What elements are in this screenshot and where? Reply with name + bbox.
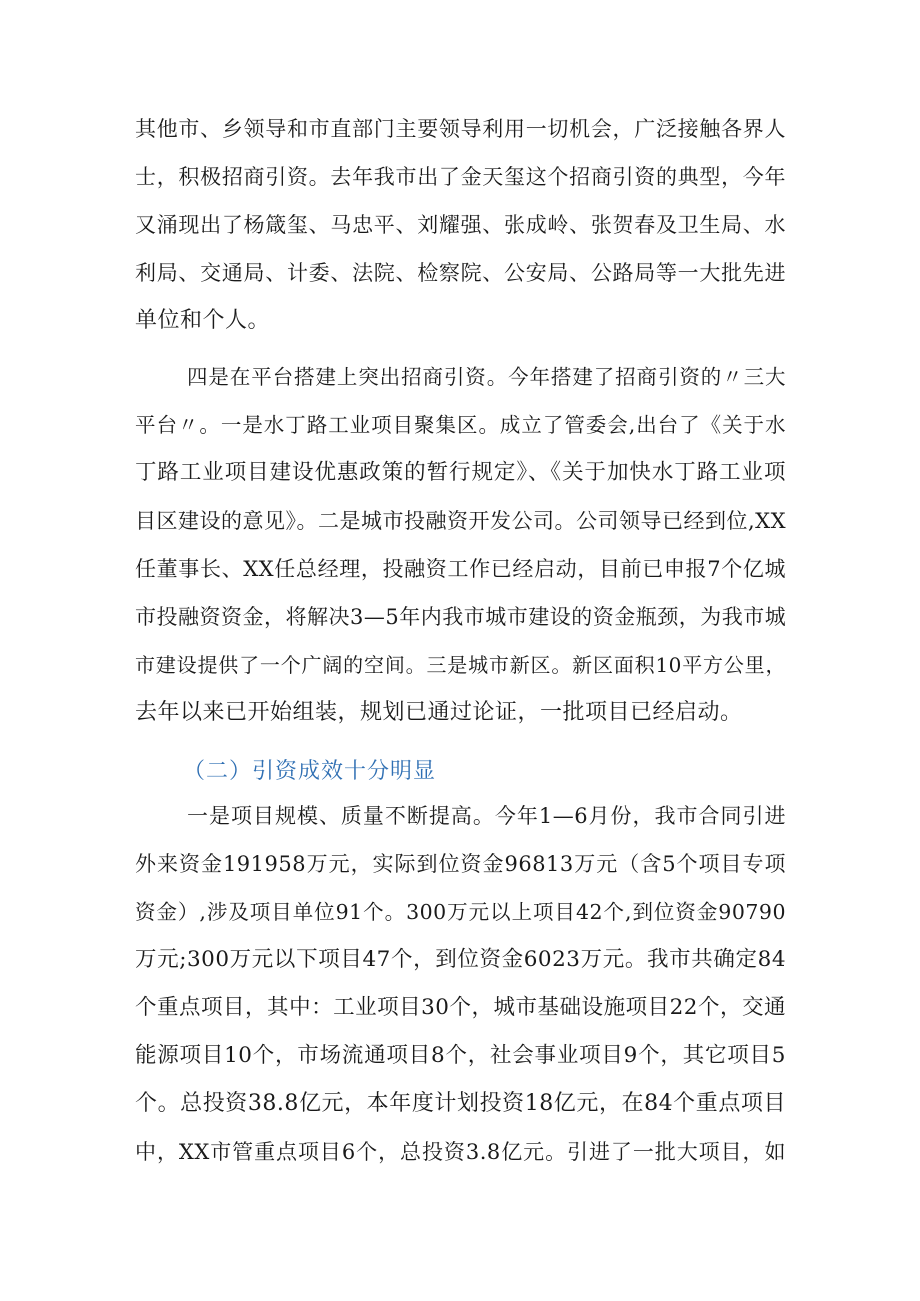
text-line: 外来资金191958万元，实际到位资金96813万元（含5个项目专项 — [135, 852, 786, 876]
text-line: 中，XX市管重点项目6个，总投资3.8亿元。引进了一批大项目，如 — [135, 1140, 786, 1164]
paragraph-2 — [135, 353, 786, 737]
text-line: 任董事长、XX任总经理，投融资工作已经启动，目前已申报7个亿城 — [135, 557, 786, 581]
text-line: 其他市、乡领导和市直部门主要领导利用一切机会，广泛接触各界人 — [135, 117, 786, 141]
text-line: 去年以来已开始组装，规划已通过论证，一批项目已经启动。 — [135, 700, 743, 725]
section-heading: （二）引资成效十分明显 — [183, 759, 437, 784]
paragraph-3 — [135, 792, 786, 1176]
text-line: 丁路工业项目建设优惠政策的暂行规定》、《关于加快水丁路工业项 — [135, 460, 786, 485]
text-line: 资金）,涉及项目单位91个。300万元以上项目42个,到位资金90790 — [135, 900, 786, 924]
text-line: 四是在平台搭建上突出招商引资。今年搭建了招商引资的〃三大 — [187, 365, 786, 389]
text-line: 又涌现出了杨箴玺、马忠平、刘耀强、张成岭、张贺春及卫生局、水 — [135, 213, 786, 237]
text-line: 个重点项目，其中：工业项目30个，城市基础设施项目22个，交通 — [135, 995, 786, 1020]
text-line: 利局、交通局、计委、法院、检察院、公安局、公路局等一大批先进 — [135, 261, 786, 285]
paragraph-1 — [135, 105, 786, 345]
text-line: 目区建设的意见》。二是城市投融资开发公司。公司领导已经到位,XX — [135, 509, 786, 533]
text-line: 个。总投资38.8亿元，本年度计划投资18亿元，在84个重点项目 — [135, 1091, 786, 1116]
text-line: 平台〃。一是水丁路工业项目聚集区。成立了管委会,出台了《关于水 — [135, 413, 786, 437]
text-line: 市投融资资金，将解决3—5年内我市城市建设的资金瓶颈，为我市城 — [135, 605, 786, 629]
text-line: 士，积极招商引资。去年我市出了金天玺这个招商引资的典型，今年 — [135, 165, 786, 189]
text-line: 单位和个人。 — [135, 308, 271, 333]
text-line: 市建设提供了一个广阔的空间。三是城市新区。新区面积10平方公里， — [135, 653, 786, 677]
text-line: 能源项目10个，市场流通项目8个，社会事业项目9个，其它项目5 — [135, 1043, 786, 1068]
text-line: 一是项目规模、质量不断提高。今年1—6月份，我市合同引进 — [187, 804, 786, 828]
text-line: 万元;300万元以下项目47个，到位资金6023万元。我市共确定84 — [135, 947, 786, 972]
